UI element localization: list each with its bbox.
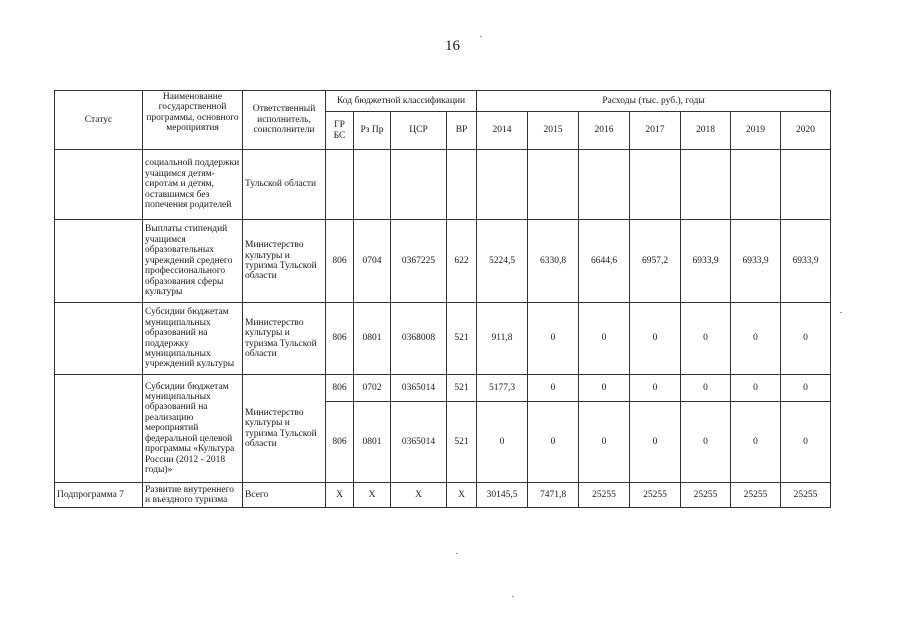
header-year-2020: 2020 bbox=[781, 112, 831, 150]
status-cell bbox=[55, 150, 143, 220]
csr-cell: 0367225 bbox=[391, 220, 447, 303]
header-vr: ВР bbox=[447, 112, 477, 150]
rzpr-cell: 0702 bbox=[354, 375, 391, 402]
value-cell: 0 bbox=[579, 303, 630, 375]
value-cell bbox=[477, 150, 528, 220]
program-name: Выплаты стипендий учащимся образовательных учреждений среднего профессионального образования сферы культуры bbox=[143, 220, 243, 303]
vr-cell: 521 bbox=[447, 303, 477, 375]
program-name: Развитие внутреннего и въездного туризма bbox=[143, 483, 243, 508]
value-cell bbox=[731, 150, 781, 220]
program-name: социальной поддержки учащимся детям-сиротам и детям, оставшимся без попечения родителей bbox=[143, 150, 243, 220]
value-cell: 25255 bbox=[630, 483, 681, 508]
value-cell: 0 bbox=[630, 402, 681, 483]
value-cell: 911,8 bbox=[477, 303, 528, 375]
header-executor: Ответственный исполнитель, соисполнители bbox=[243, 91, 326, 150]
executor-cell: Министерство культуры и туризма Тульской области bbox=[243, 220, 326, 303]
csr-cell: 0365014 bbox=[391, 375, 447, 402]
rzpr-cell: 0801 bbox=[354, 402, 391, 483]
status-cell bbox=[55, 220, 143, 303]
grbs-cell bbox=[326, 150, 354, 220]
scan-speck bbox=[480, 36, 482, 37]
page-number: 16 bbox=[445, 38, 460, 54]
rzpr-cell bbox=[354, 150, 391, 220]
status-cell bbox=[55, 375, 143, 483]
grbs-cell: X bbox=[326, 483, 354, 508]
csr-cell bbox=[391, 150, 447, 220]
executor-cell: Министерство культуры и туризма Тульской области bbox=[243, 375, 326, 483]
value-cell: 5177,3 bbox=[477, 375, 528, 402]
value-cell: 0 bbox=[477, 402, 528, 483]
scan-speck bbox=[512, 596, 514, 597]
value-cell bbox=[681, 150, 731, 220]
executor-cell: Министерство культуры и туризма Тульской области bbox=[243, 303, 326, 375]
header-year-2019: 2019 bbox=[731, 112, 781, 150]
csr-cell: 0368008 bbox=[391, 303, 447, 375]
value-cell: 0 bbox=[579, 375, 630, 402]
value-cell: 0 bbox=[681, 303, 731, 375]
value-cell: 0 bbox=[781, 303, 831, 375]
status-cell bbox=[55, 303, 143, 375]
value-cell: 0 bbox=[731, 375, 781, 402]
rzpr-cell: 0704 bbox=[354, 220, 391, 303]
csr-cell: 0365014 bbox=[391, 402, 447, 483]
value-cell: 0 bbox=[781, 402, 831, 483]
value-cell: 6933,9 bbox=[731, 220, 781, 303]
header-year-2017: 2017 bbox=[630, 112, 681, 150]
header-rzpr: Рз Пр bbox=[354, 112, 391, 150]
value-cell: 6933,9 bbox=[781, 220, 831, 303]
table-row bbox=[55, 150, 831, 220]
budget-table bbox=[54, 90, 831, 508]
table-row bbox=[55, 303, 831, 375]
value-cell: 0 bbox=[528, 303, 579, 375]
value-cell bbox=[579, 150, 630, 220]
value-cell: 5224,5 bbox=[477, 220, 528, 303]
table-row bbox=[55, 375, 831, 402]
value-cell: 0 bbox=[579, 402, 630, 483]
scan-speck bbox=[840, 312, 842, 313]
value-cell: 0 bbox=[731, 402, 781, 483]
value-cell: 0 bbox=[630, 303, 681, 375]
grbs-cell: 806 bbox=[326, 375, 354, 402]
value-cell: 25255 bbox=[681, 483, 731, 508]
value-cell: 6933,9 bbox=[681, 220, 731, 303]
header-year-2014: 2014 bbox=[477, 112, 528, 150]
header-row-1 bbox=[55, 91, 831, 112]
value-cell bbox=[781, 150, 831, 220]
value-cell bbox=[630, 150, 681, 220]
value-cell: 0 bbox=[528, 402, 579, 483]
status-cell: Подпрограмма 7 bbox=[55, 483, 143, 508]
executor-cell: Всего bbox=[243, 483, 326, 508]
scan-speck bbox=[456, 553, 458, 554]
header-year-2018: 2018 bbox=[681, 112, 731, 150]
header-program: Наименование государственной программы, основного мероприятия bbox=[143, 91, 243, 150]
value-cell: 0 bbox=[681, 375, 731, 402]
value-cell: 25255 bbox=[579, 483, 630, 508]
header-expenses: Расходы (тыс. руб.), годы bbox=[477, 91, 831, 112]
header-csr: ЦСР bbox=[391, 112, 447, 150]
value-cell: 25255 bbox=[731, 483, 781, 508]
value-cell: 0 bbox=[528, 375, 579, 402]
csr-cell: X bbox=[391, 483, 447, 508]
value-cell: 30145,5 bbox=[477, 483, 528, 508]
grbs-cell: 806 bbox=[326, 220, 354, 303]
grbs-cell: 806 bbox=[326, 402, 354, 483]
header-year-2015: 2015 bbox=[528, 112, 579, 150]
value-cell: 0 bbox=[630, 375, 681, 402]
table-row bbox=[55, 220, 831, 303]
value-cell: 0 bbox=[731, 303, 781, 375]
rzpr-cell: 0801 bbox=[354, 303, 391, 375]
header-grbs: ГР БС bbox=[326, 112, 354, 150]
vr-cell bbox=[447, 150, 477, 220]
value-cell: 6644,6 bbox=[579, 220, 630, 303]
table-row bbox=[55, 483, 831, 508]
vr-cell: X bbox=[447, 483, 477, 508]
value-cell: 0 bbox=[781, 375, 831, 402]
value-cell: 25255 bbox=[781, 483, 831, 508]
header-year-2016: 2016 bbox=[579, 112, 630, 150]
grbs-cell: 806 bbox=[326, 303, 354, 375]
value-cell: 6957,2 bbox=[630, 220, 681, 303]
program-name: Субсидии бюджетам муниципальных образований на поддержку муниципальных учреждений культуры bbox=[143, 303, 243, 375]
rzpr-cell: X bbox=[354, 483, 391, 508]
header-budget-code: Код бюджетной классификации bbox=[326, 91, 477, 112]
program-name: Субсидии бюджетам муниципальных образований на реализацию мероприятий федеральной целевой программы «Культура России (2012 - 2018 годы)» bbox=[143, 375, 243, 483]
value-cell bbox=[528, 150, 579, 220]
executor-cell: Тульской области bbox=[243, 150, 326, 220]
vr-cell: 521 bbox=[447, 402, 477, 483]
vr-cell: 521 bbox=[447, 375, 477, 402]
header-status: Статус bbox=[55, 91, 143, 150]
value-cell: 0 bbox=[681, 402, 731, 483]
value-cell: 7471,8 bbox=[528, 483, 579, 508]
value-cell: 6330,8 bbox=[528, 220, 579, 303]
vr-cell: 622 bbox=[447, 220, 477, 303]
